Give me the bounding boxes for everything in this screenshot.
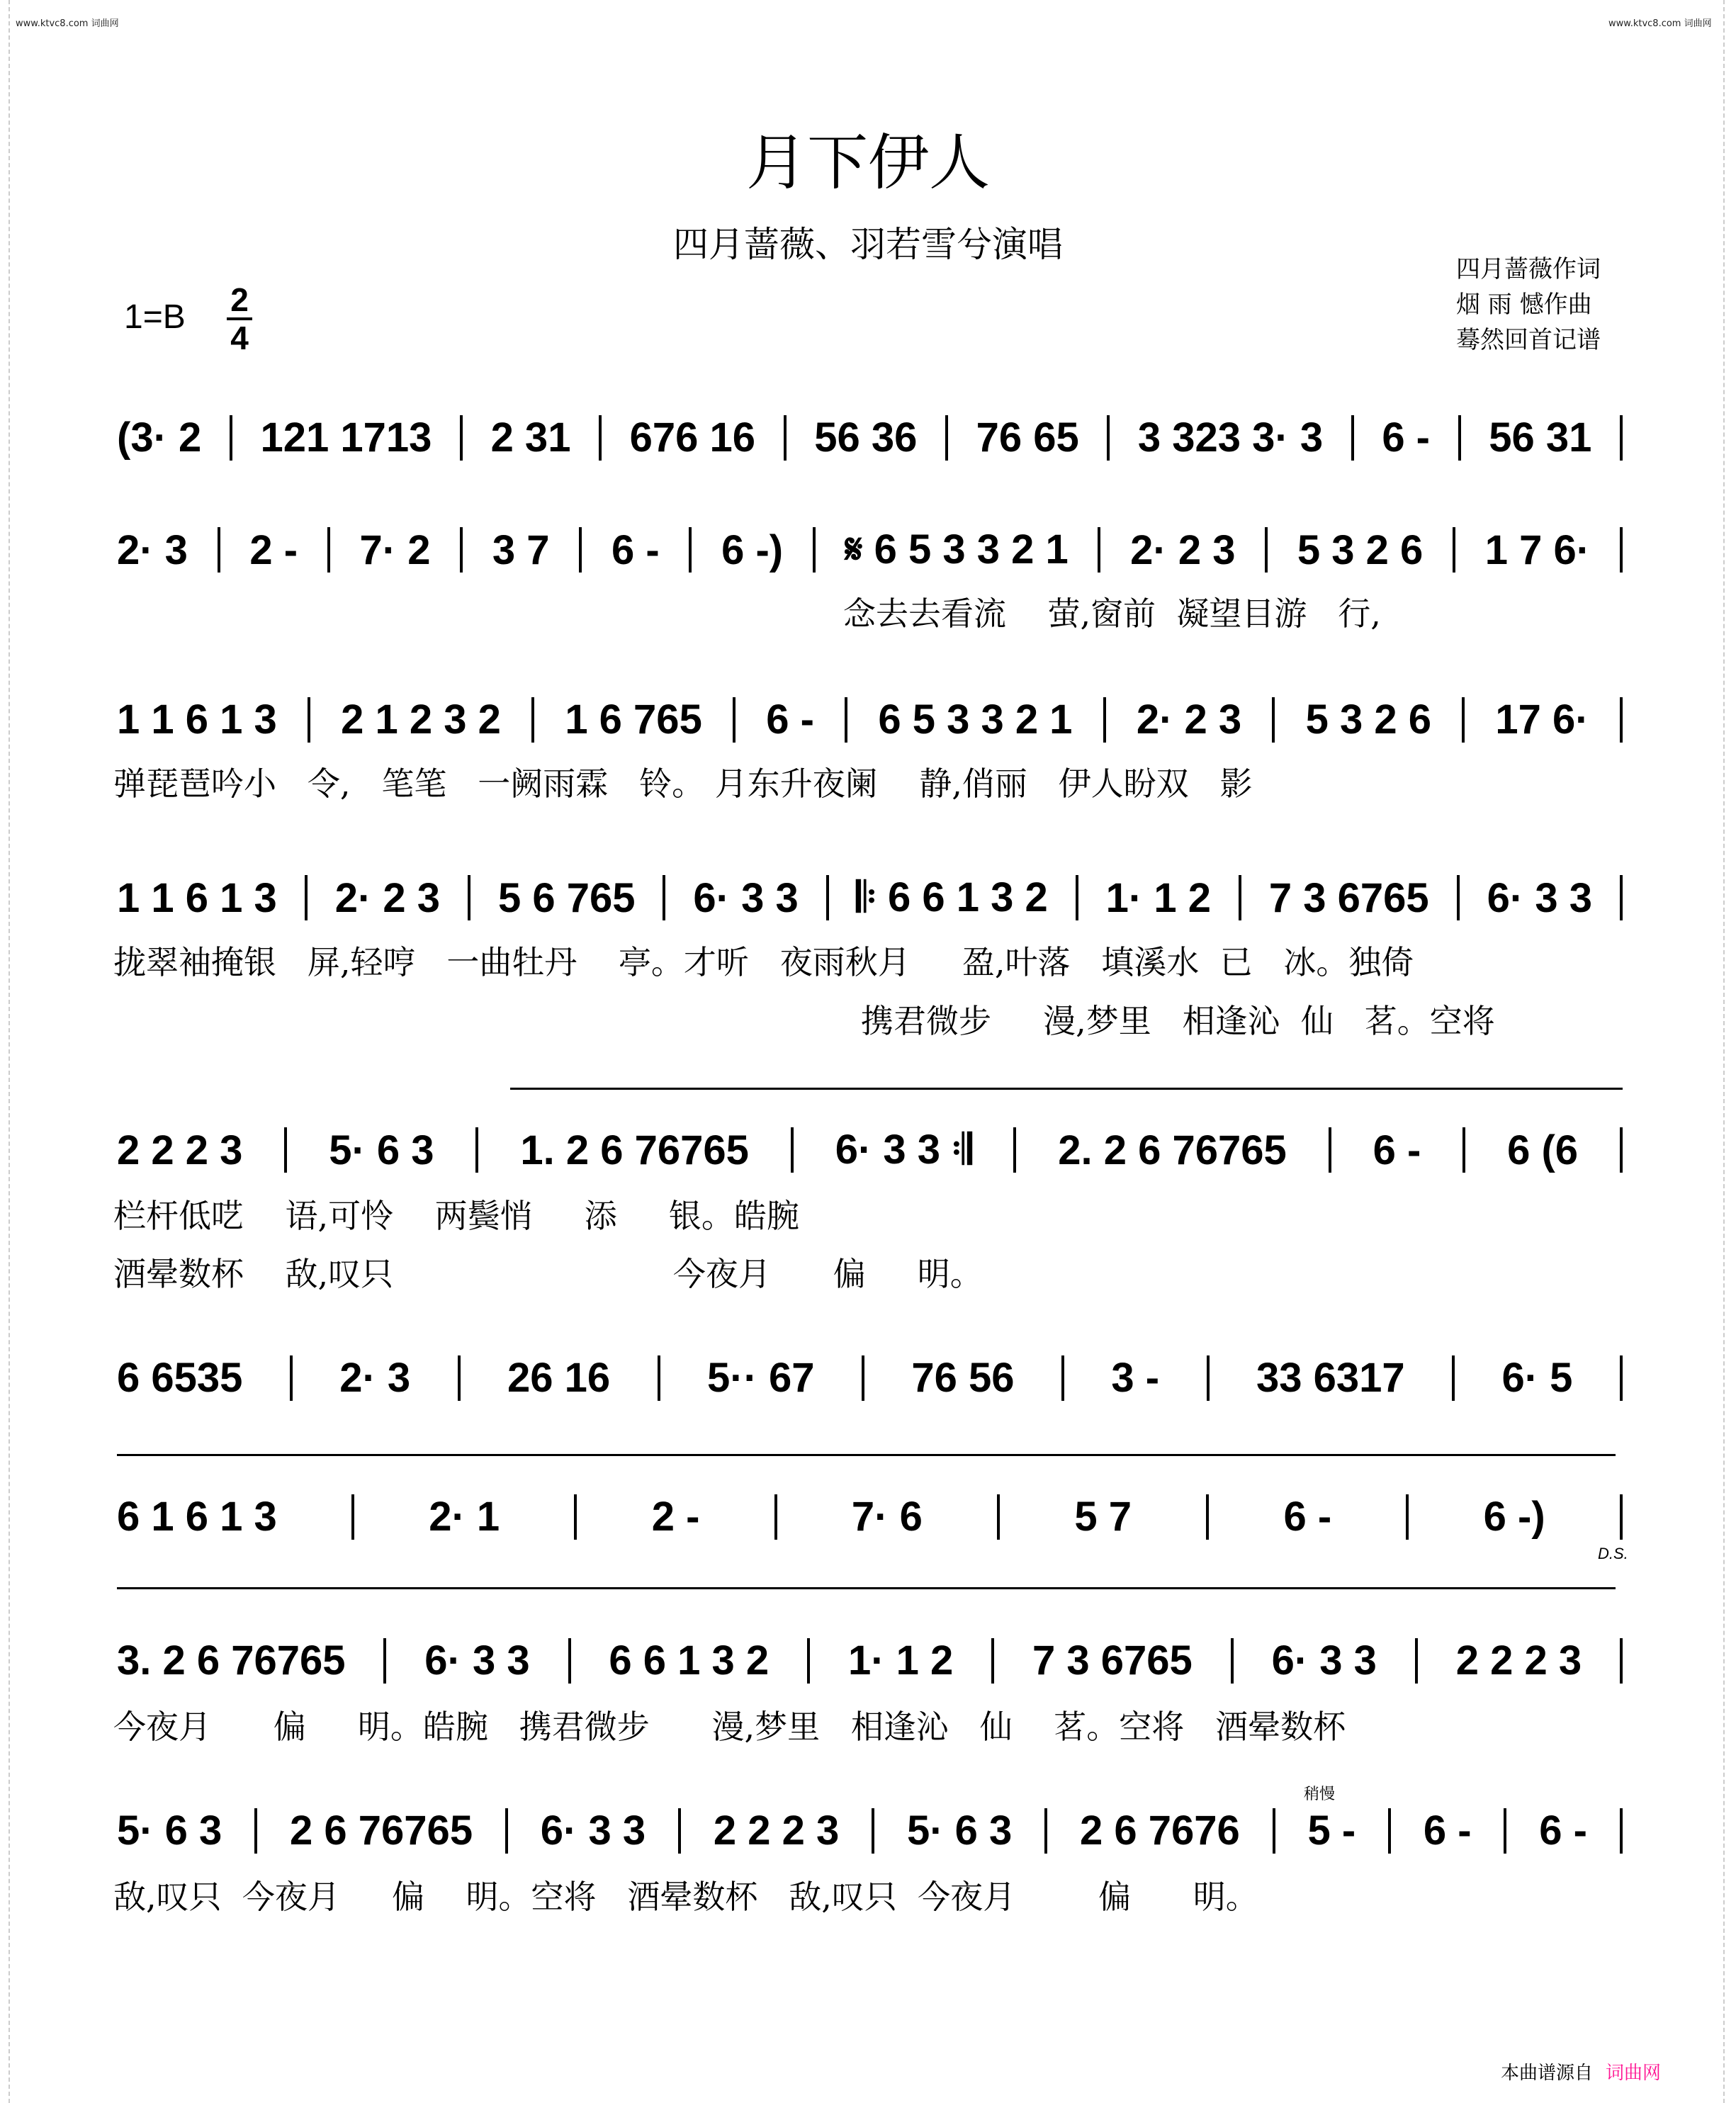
bar-line [791,1127,794,1173]
bar-line [1620,1127,1623,1173]
bar-line [230,415,232,461]
measure: 2 1 2 3 2 [341,697,501,743]
bar-line [1098,527,1100,573]
bar-line [284,1127,287,1173]
bar-line [774,1494,777,1540]
score-row [117,526,1623,574]
measure: 7· 6 [851,1494,923,1540]
measure: 2· 2 3 [1130,526,1236,573]
lyric-line: 栏杆低呓 语,可怜 两鬓悄 添 银。皓腕 [113,1197,799,1235]
bar-line [1620,415,1623,461]
transcriber: 蓦然回首记谱 [1456,326,1601,354]
measure: 1· 1 2 [1105,874,1211,921]
score-row [117,1807,1623,1854]
bar-line [1620,1355,1623,1401]
bar-line [1103,697,1106,743]
measure: 6· 3 3 [1487,874,1592,921]
lyric-line: 拢翠袖掩银 屏,轻哼 一曲牡丹 亭。才听 夜雨秋月 盈,叶落 填溪水 已 冰。独倚 [113,943,1414,981]
bar-line [1107,415,1110,461]
measure: 2 6 7676 [1079,1808,1240,1854]
measure: 6 - [766,697,814,743]
measure: 7· 2 [359,526,431,573]
bar-line [1453,527,1455,573]
bar-line [1462,1127,1465,1173]
measure: 121 1713 [260,415,432,461]
measure: 2· 3 [117,526,188,573]
measure: 2· 1 [429,1494,500,1540]
measure: 26 16 [507,1355,611,1401]
score-row [117,696,1623,743]
lyric-line: 携君微步 漫,梦里 相逢沁 仙 茗。空将 [861,1002,1495,1040]
measure: 6 - [1382,415,1430,461]
measure: 6 - [1539,1808,1587,1854]
measure: 6· 5 [1501,1355,1573,1401]
bar-line [991,1638,994,1684]
score-row [117,1126,1623,1174]
time-signature [227,282,252,356]
bar-line [1457,875,1460,920]
bar-line [308,697,310,743]
bar-line [1452,1355,1455,1401]
tempo-marking: 稍慢 [1304,1785,1336,1803]
measure: 1 6 765 [565,697,702,743]
measure: 5·· 67 [707,1355,815,1401]
bar-line [468,875,470,920]
bar-line [689,527,692,573]
lyric-line: 弹琵琶吟小 令, 笔笔 一阙雨霖 铃。 月东升夜阑 静,俏丽 伊人盼双 影 [113,765,1253,803]
measure: 6 6 1 3 2 [609,1637,770,1684]
brand-link[interactable]: 词曲网 [1606,2063,1662,2084]
measure: 2 - [651,1494,700,1540]
bar-line [1265,527,1268,573]
bar-line [1620,875,1623,920]
measure: 1· 1 2 [847,1637,954,1684]
bar-line [807,1638,810,1684]
volta-bracket-3 [117,1587,1616,1589]
bar-line [663,875,665,920]
score-row [117,1493,1623,1540]
measure: 3 7 [492,526,550,573]
score-row [117,1354,1623,1402]
song-title: 月下伊人 [746,128,990,198]
measure: 676 16 [629,415,756,461]
measure: 6 (6 [1507,1127,1579,1173]
bar-line [460,415,463,461]
bar-line [475,1127,478,1173]
bar-line [505,1808,508,1854]
bar-line [678,1808,681,1854]
bar-line [1351,415,1354,461]
measure: 1 7 6· [1484,526,1591,573]
measure: 6· 3 3 [1271,1637,1377,1684]
measure: 6· 3 3 [424,1637,530,1684]
bar-line [599,415,602,461]
bar-line [1061,1355,1064,1401]
watermark-right: www.ktvc8.com 词曲网 [1608,18,1712,29]
bar-line [1272,697,1275,743]
measure: 56 31 [1489,415,1592,461]
measure: 2. 2 6 76765 [1058,1127,1287,1173]
measure: 5 6 765 [497,874,636,921]
bar-line [1076,875,1078,920]
measure: 6 -) [1483,1494,1545,1540]
bar-line [872,1808,874,1854]
measure: 6 5 3 3 2 1 [878,697,1073,743]
bar-line [574,1494,577,1540]
measure: 2 2 2 3 [117,1127,243,1173]
measure: 6 - [1423,1808,1472,1854]
bar-line [1044,1808,1047,1854]
bar-line [458,1355,461,1401]
lyricist: 四月蔷薇作词 [1456,255,1601,283]
measure: 2· 2 3 [334,874,441,921]
bar-line [579,527,582,573]
measure: 𝄋 6 5 3 3 2 1 [845,526,1069,573]
bar-line [997,1494,1000,1540]
measure: 6 - [611,526,660,573]
measure: 7 3 6765 [1032,1637,1193,1684]
left-border [9,0,10,2103]
meter-bottom: 4 [230,320,249,356]
bar-line [1620,697,1623,743]
bar-line [1013,1127,1016,1173]
right-border [1723,0,1725,2103]
measure: 76 56 [911,1355,1015,1401]
bar-line [784,415,787,461]
bar-line [845,697,847,743]
bar-line [1620,1808,1623,1854]
bar-line [1620,1494,1623,1540]
measure: 6 - [1373,1127,1421,1173]
score-row [117,1637,1623,1684]
measure: 2· 2 3 [1136,697,1242,743]
bar-line [568,1638,571,1684]
bar-line [733,697,735,743]
lyric-line: 酒晕数杯 敌,叹只 今夜月 偏 明。 [113,1255,983,1293]
bar-line [1388,1808,1391,1854]
bar-line [1239,875,1241,920]
bar-line [862,1355,864,1401]
measure: 5 3 2 6 [1297,526,1424,573]
bar-line [218,527,220,573]
measure: 2· 3 [339,1355,411,1401]
measure: 6 1 6 1 3 [117,1494,277,1540]
measure: 1. 2 6 76765 [520,1127,749,1173]
measure: 𝄆 6 6 1 3 2 [856,874,1048,920]
bar-line [531,697,534,743]
measure: 6 - [1283,1494,1332,1540]
measure: 1 1 6 1 3 [117,697,277,743]
lyric-line: 今夜月 偏 明。皓腕 携君微步 漫,梦里 相逢沁 仙 茗。空将 酒晕数杯 [113,1708,1346,1746]
measure: 5 3 2 6 [1305,697,1431,743]
measure: 6· 3 3 [540,1808,646,1854]
bar-line [351,1494,354,1540]
measure: 5· 6 3 [329,1127,434,1173]
bar-line [1620,1638,1623,1684]
bar-line [1231,1638,1234,1684]
ds-marking: D.S. [1598,1545,1628,1562]
bar-line [290,1355,293,1401]
measure: 6· 3 3 𝄇 [835,1127,972,1173]
score-row [117,874,1623,922]
watermark-left: www.ktvc8.com 词曲网 [16,18,119,29]
bar-line [1406,1494,1409,1540]
measure: 2 - [249,526,298,573]
bar-line [826,875,829,920]
bar-line [1415,1638,1418,1684]
footer [1501,2058,1661,2085]
bar-line [1206,1494,1209,1540]
meter-top: 2 [230,281,249,318]
composer: 烟 雨 憾作曲 [1456,291,1592,319]
measure: 17 6· [1495,697,1589,743]
measure: 5 7 [1074,1494,1132,1540]
measure: 5· 6 3 [117,1808,222,1854]
volta-line [117,1454,1616,1456]
measure: 1 1 6 1 3 [117,874,277,921]
bar-line [658,1355,660,1401]
measure: 76 65 [976,415,1079,461]
measure: 3. 2 6 76765 [117,1637,346,1684]
lyric-line: 念去去看流 萤,窗前 凝望目游 行, [843,594,1381,633]
score-row [117,414,1623,461]
measure: 3 - [1111,1355,1160,1401]
measure: 6 6535 [117,1355,243,1401]
measure: (3· 2 [117,415,202,461]
bar-line [1620,527,1623,573]
measure: 33 6317 [1256,1355,1405,1401]
bar-line [327,527,330,573]
measure: 6 -) [721,526,784,573]
credits [1456,252,1601,358]
bar-line [1329,1127,1331,1173]
measure: 6· 3 3 [693,874,799,921]
bar-line [254,1808,257,1854]
source-text: 本曲谱源自 [1501,2063,1594,2084]
volta-bracket [510,1088,1623,1090]
bar-line [945,415,948,461]
bar-line [305,875,308,920]
bar-line [460,527,463,573]
measure: 3 323 3· 3 [1137,415,1324,461]
bar-line [383,1638,386,1684]
bar-line [813,527,816,573]
measure: 7 3 6765 [1268,874,1429,921]
measure: 2 2 2 3 [1455,1637,1582,1684]
bar-line [1458,415,1461,461]
measure: 2 6 76765 [290,1808,473,1854]
performers: 四月蔷薇、羽若雪兮演唱 [673,224,1063,265]
bar-line [1504,1808,1506,1854]
key-signature: 1=B [124,298,186,336]
lyric-line: 敌,叹只 今夜月 偏 明。空将 酒晕数杯 敌,叹只 今夜月 偏 明。 [113,1878,1258,1916]
measure: 2 31 [490,415,571,461]
measure: 56 36 [814,415,918,461]
measure: 5· 6 3 [906,1808,1013,1854]
measure: 2 2 2 3 [713,1808,840,1854]
measure: 5 - [1307,1808,1356,1854]
bar-line [1207,1355,1210,1401]
bar-line [1462,697,1465,743]
bar-line [1273,1808,1275,1854]
